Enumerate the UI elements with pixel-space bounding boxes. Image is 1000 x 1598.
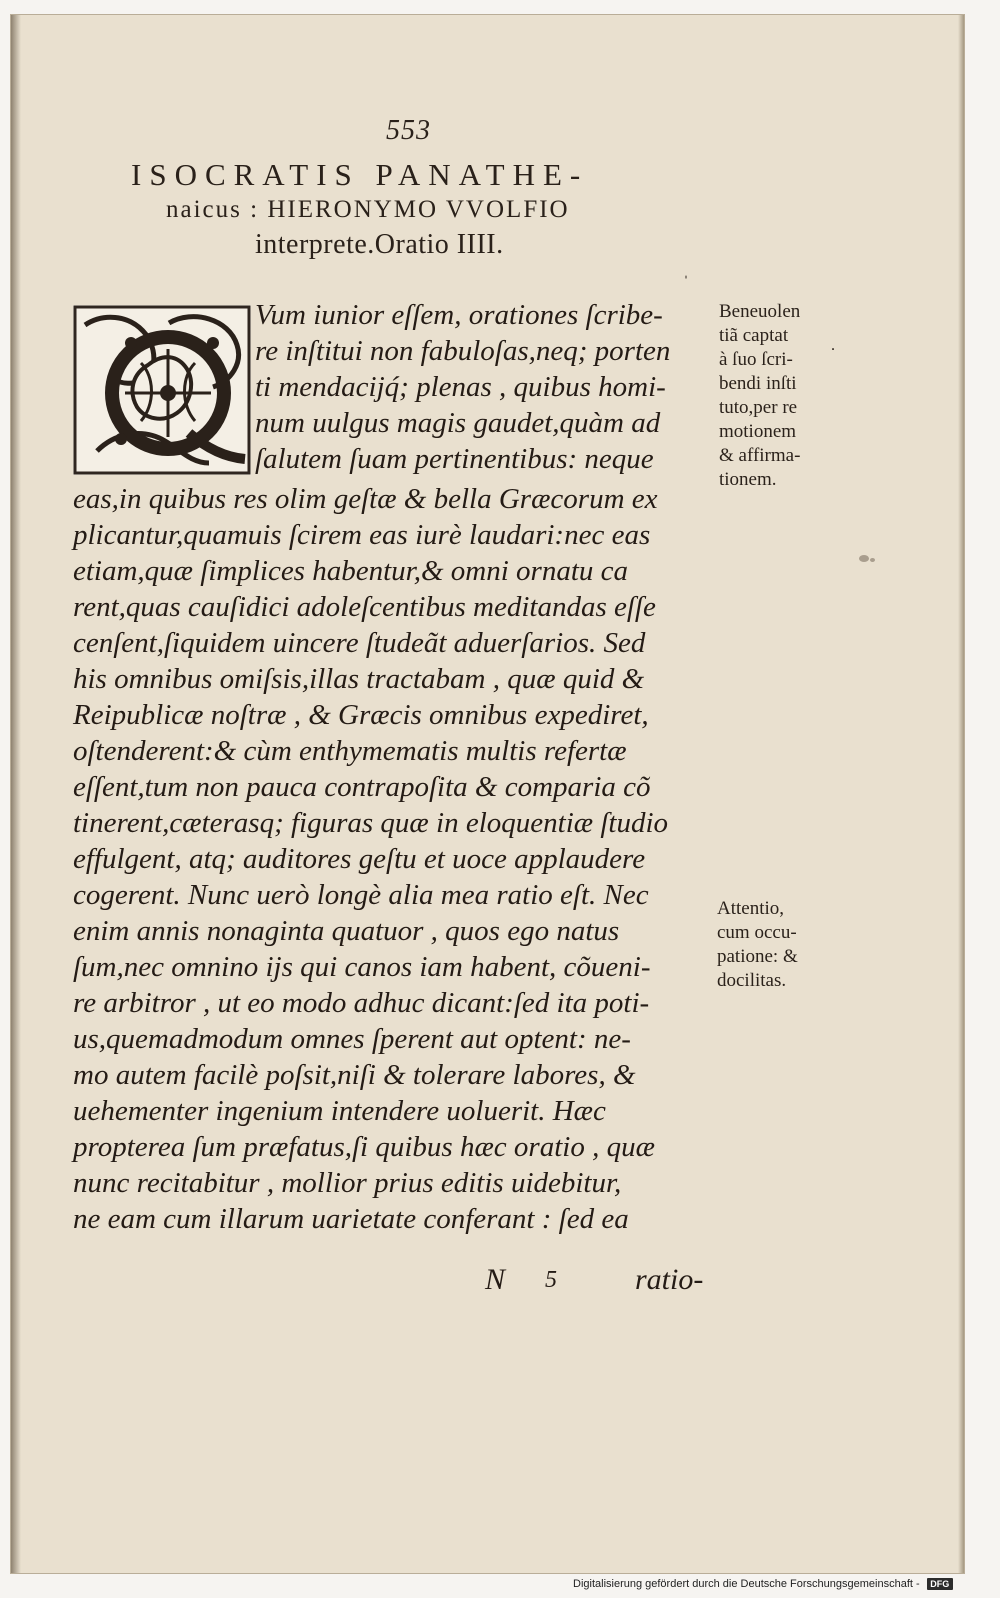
title-line-3: interprete.Oratio IIII.: [255, 229, 504, 260]
text-line: propterea ſum præfatus,ſi quibus hæc oratio , quæ: [73, 1131, 655, 1163]
signature-number: 5: [545, 1267, 557, 1293]
text-line: ſum,nec omnino ijs qui canos iam habent, cõueni-: [73, 951, 651, 983]
text-line: ti mendacijq́; plenas , quibus homi-: [255, 371, 666, 403]
margin-note-1: Beneuolen tiã captat à ſuo ſcri- bendi inſti tuto,per re motionem & affirma- tionem.: [719, 301, 801, 490]
text-line: cogerent. Nunc uerò longè alia mea ratio eſt. Nec: [73, 879, 649, 911]
text-line: uehementer ingenium intendere uoluerit. Hæc: [73, 1095, 606, 1127]
paper-stain: [870, 558, 875, 562]
text-line: re inſtitui non fabuloſas,neq; porten: [255, 335, 671, 367]
text-line: ne eam cum illarum uarietate conferant : ſed ea: [73, 1203, 629, 1235]
text-line: Vum iunior eſſem, orationes ſcribe-: [255, 299, 663, 331]
footer-text: Digitalisierung gefördert durch die Deutsche Forschungsgemeinschaft -: [573, 1578, 920, 1590]
text-line: num uulgus magis gaudet,quàm ad: [255, 407, 661, 439]
dfg-logo-icon: DFG: [927, 1578, 953, 1590]
page-number: 553: [386, 115, 431, 146]
text-line: re arbitror , ut eo modo adhuc dicant:ſed ita poti-: [73, 987, 650, 1019]
text-line: tinerent,cæterasq; figuras quæ in eloquentiæ ſtudio: [73, 807, 669, 839]
text-line: rent,quas cauſidici adoleſcentibus meditandas eſſe: [73, 591, 656, 623]
page-gutter-shadow: [11, 15, 21, 1573]
text-line: nunc recitabitur , mollior prius editis uidebitur,: [73, 1167, 622, 1199]
title-line-1: ISOCRATIS PANATHE-: [131, 157, 589, 192]
text-line: oſtenderent:& cùm enthymematis multis refertæ: [73, 735, 627, 767]
text-line: effulgent, atq; auditores geſtu et uoce applaudere: [73, 843, 646, 875]
signature-letter: N: [485, 1263, 506, 1296]
text-line: mo autem facilè poſsit,niſi & tolerare labores, &: [73, 1059, 636, 1091]
catchword: ratio-: [635, 1263, 704, 1296]
book-page: [10, 14, 965, 1574]
text-line: enim annis nonaginta quatuor , quos ego natus: [73, 915, 620, 947]
margin-note-2: Attentio, cum occu- patione: & docilitas.: [717, 898, 798, 991]
text-line: ſalutem ſuam pertinentibus: neque: [255, 443, 654, 475]
title-line-2: naicus : HIERONYMO VVOLFIO: [166, 196, 570, 223]
text-line: etiam,quæ ſimplices habentur,& omni ornatu ca: [73, 555, 628, 587]
ornamental-initial-icon: [73, 305, 251, 475]
text-line: his omnibus omiſsis,illas tractabam , quæ quid &: [73, 663, 645, 695]
ink-mark: ˙: [830, 344, 836, 364]
footer-credit: [573, 1578, 953, 1590]
text-line: eas,in quibus res olim geſtæ & bella Græcorum ex: [73, 483, 658, 515]
ink-mark: ˈ: [683, 272, 689, 292]
text-line: Reipublicæ noſtræ , & Græcis omnibus expediret,: [73, 699, 649, 731]
text-line: us,quemadmodum omnes ſperent aut optent: ne-: [73, 1023, 631, 1055]
text-line: eſſent,tum non pauca contrapoſita & comparia cõ: [73, 771, 651, 803]
text-line: cenſent,ſiquidem uincere ſtudeãt aduerſarios. Sed: [73, 627, 646, 659]
paper-stain: [859, 555, 869, 562]
text-line: plicantur,quamuis ſcirem eas iurè laudari:nec eas: [73, 519, 651, 551]
page-edge-shadow: [958, 15, 964, 1573]
